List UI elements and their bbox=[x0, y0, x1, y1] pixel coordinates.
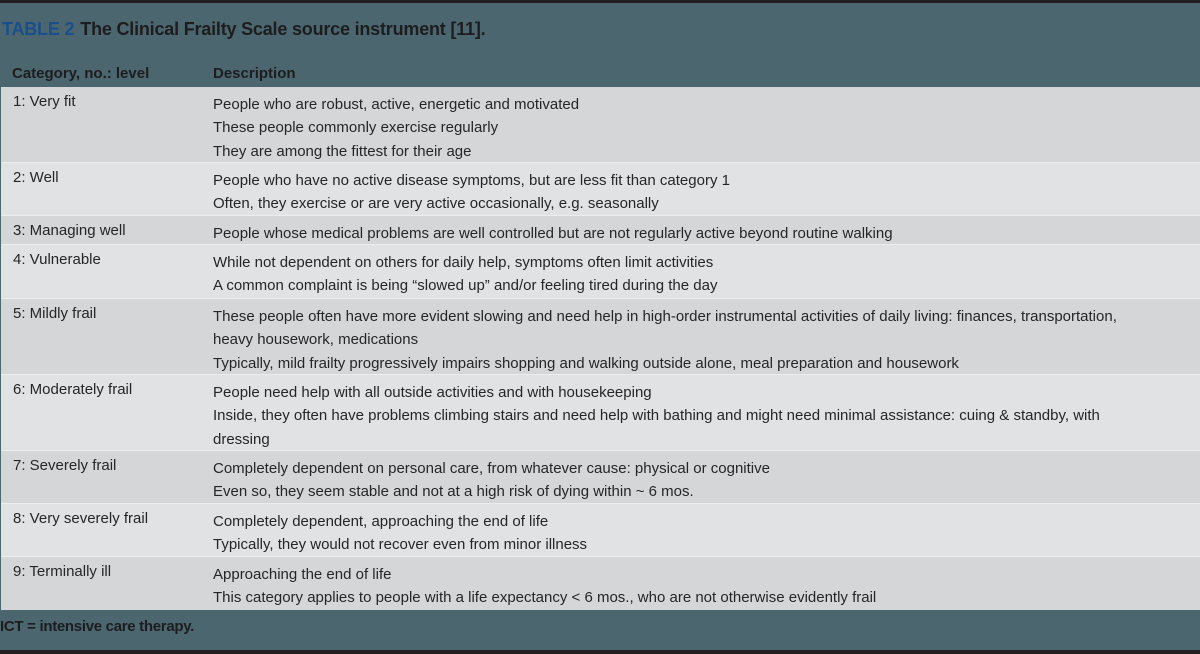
category-cell: 4: Vulnerable bbox=[13, 251, 101, 268]
table-row bbox=[1, 163, 1200, 216]
description-line: Approaching the end of life bbox=[213, 566, 392, 583]
category-cell: 7: Severely frail bbox=[13, 457, 117, 474]
description-cell bbox=[213, 245, 1200, 301]
top-border bbox=[0, 0, 1200, 3]
description-cell bbox=[213, 299, 1200, 378]
description-line: Completely dependent, approaching the end of life bbox=[213, 513, 549, 530]
description-line: Typically, mild frailty progressively impairs shopping and walking outside alone, meal preparation and housework bbox=[213, 354, 959, 372]
description-line: Completely dependent on personal care, from whatever cause: physical or cognitive bbox=[213, 460, 770, 477]
category-cell: 3: Managing well bbox=[13, 222, 126, 239]
category-cell: 2: Well bbox=[13, 169, 59, 186]
description-line: People need help with all outside activities and with housekeeping bbox=[213, 384, 652, 401]
table-caption bbox=[2, 19, 485, 40]
description-line: A common complaint is being “slowed up” and/or feeling tired during the day bbox=[213, 277, 718, 295]
header-category: Category, no.: level bbox=[12, 65, 150, 82]
table-body bbox=[1, 87, 1200, 610]
table-row bbox=[1, 375, 1200, 451]
table-title: The Clinical Frailty Scale source instrument [11]. bbox=[80, 19, 486, 39]
description-line: These people commonly exercise regularly bbox=[213, 119, 499, 137]
description-line: Inside, they often have problems climbing stairs and need help with bathing and might need minimal assistance: cuing & standby, with dressing bbox=[213, 407, 1100, 448]
table-row bbox=[1, 504, 1200, 557]
table-header bbox=[0, 62, 1200, 87]
bottom-border bbox=[0, 650, 1200, 654]
description-cell bbox=[213, 504, 1200, 560]
table-row bbox=[1, 557, 1200, 610]
description-line: They are among the fittest for their age bbox=[213, 142, 472, 160]
description-cell bbox=[213, 87, 1200, 166]
description-line: Even so, they seem stable and not at a high risk of dying within ~ 6 mos. bbox=[213, 483, 694, 501]
category-cell: 8: Very severely frail bbox=[13, 510, 149, 527]
description-line: People whose medical problems are well controlled but are not regularly active beyond routine walking bbox=[213, 225, 893, 242]
description-cell bbox=[213, 216, 1200, 248]
table-label: TABLE 2 bbox=[2, 19, 75, 39]
category-cell: 9: Terminally ill bbox=[13, 563, 112, 580]
description-line: Typically, they would not recover even from minor illness bbox=[213, 536, 588, 554]
category-cell: 5: Mildly frail bbox=[13, 305, 97, 322]
category-cell: 1: Very fit bbox=[13, 93, 76, 110]
description-cell bbox=[213, 451, 1200, 507]
description-line: These people often have more evident slowing and need help in high-order instrumental activities of daily living: finances, transportation, heavy housework, medications bbox=[213, 308, 1117, 349]
description-line: People who have no active disease symptoms, but are less fit than category 1 bbox=[213, 172, 730, 189]
description-cell bbox=[213, 163, 1200, 219]
table-row bbox=[1, 245, 1200, 299]
table-row bbox=[1, 87, 1200, 163]
header-description: Description bbox=[213, 65, 296, 82]
category-cell: 6: Moderately frail bbox=[13, 381, 133, 398]
description-cell bbox=[213, 375, 1200, 454]
description-line: People who are robust, active, energetic and motivated bbox=[213, 96, 580, 113]
description-line: While not dependent on others for daily help, symptoms often limit activities bbox=[213, 254, 714, 271]
description-line: This category applies to people with a life expectancy < 6 mos., who are not otherwise evidently frail bbox=[213, 589, 877, 607]
table-row bbox=[1, 299, 1200, 375]
table-footnote: ICT = intensive care therapy. bbox=[0, 618, 195, 635]
description-cell bbox=[213, 557, 1200, 613]
description-line: Often, they exercise or are very active occasionally, e.g. seasonally bbox=[213, 195, 659, 213]
table-row bbox=[1, 451, 1200, 504]
table-row bbox=[1, 216, 1200, 245]
